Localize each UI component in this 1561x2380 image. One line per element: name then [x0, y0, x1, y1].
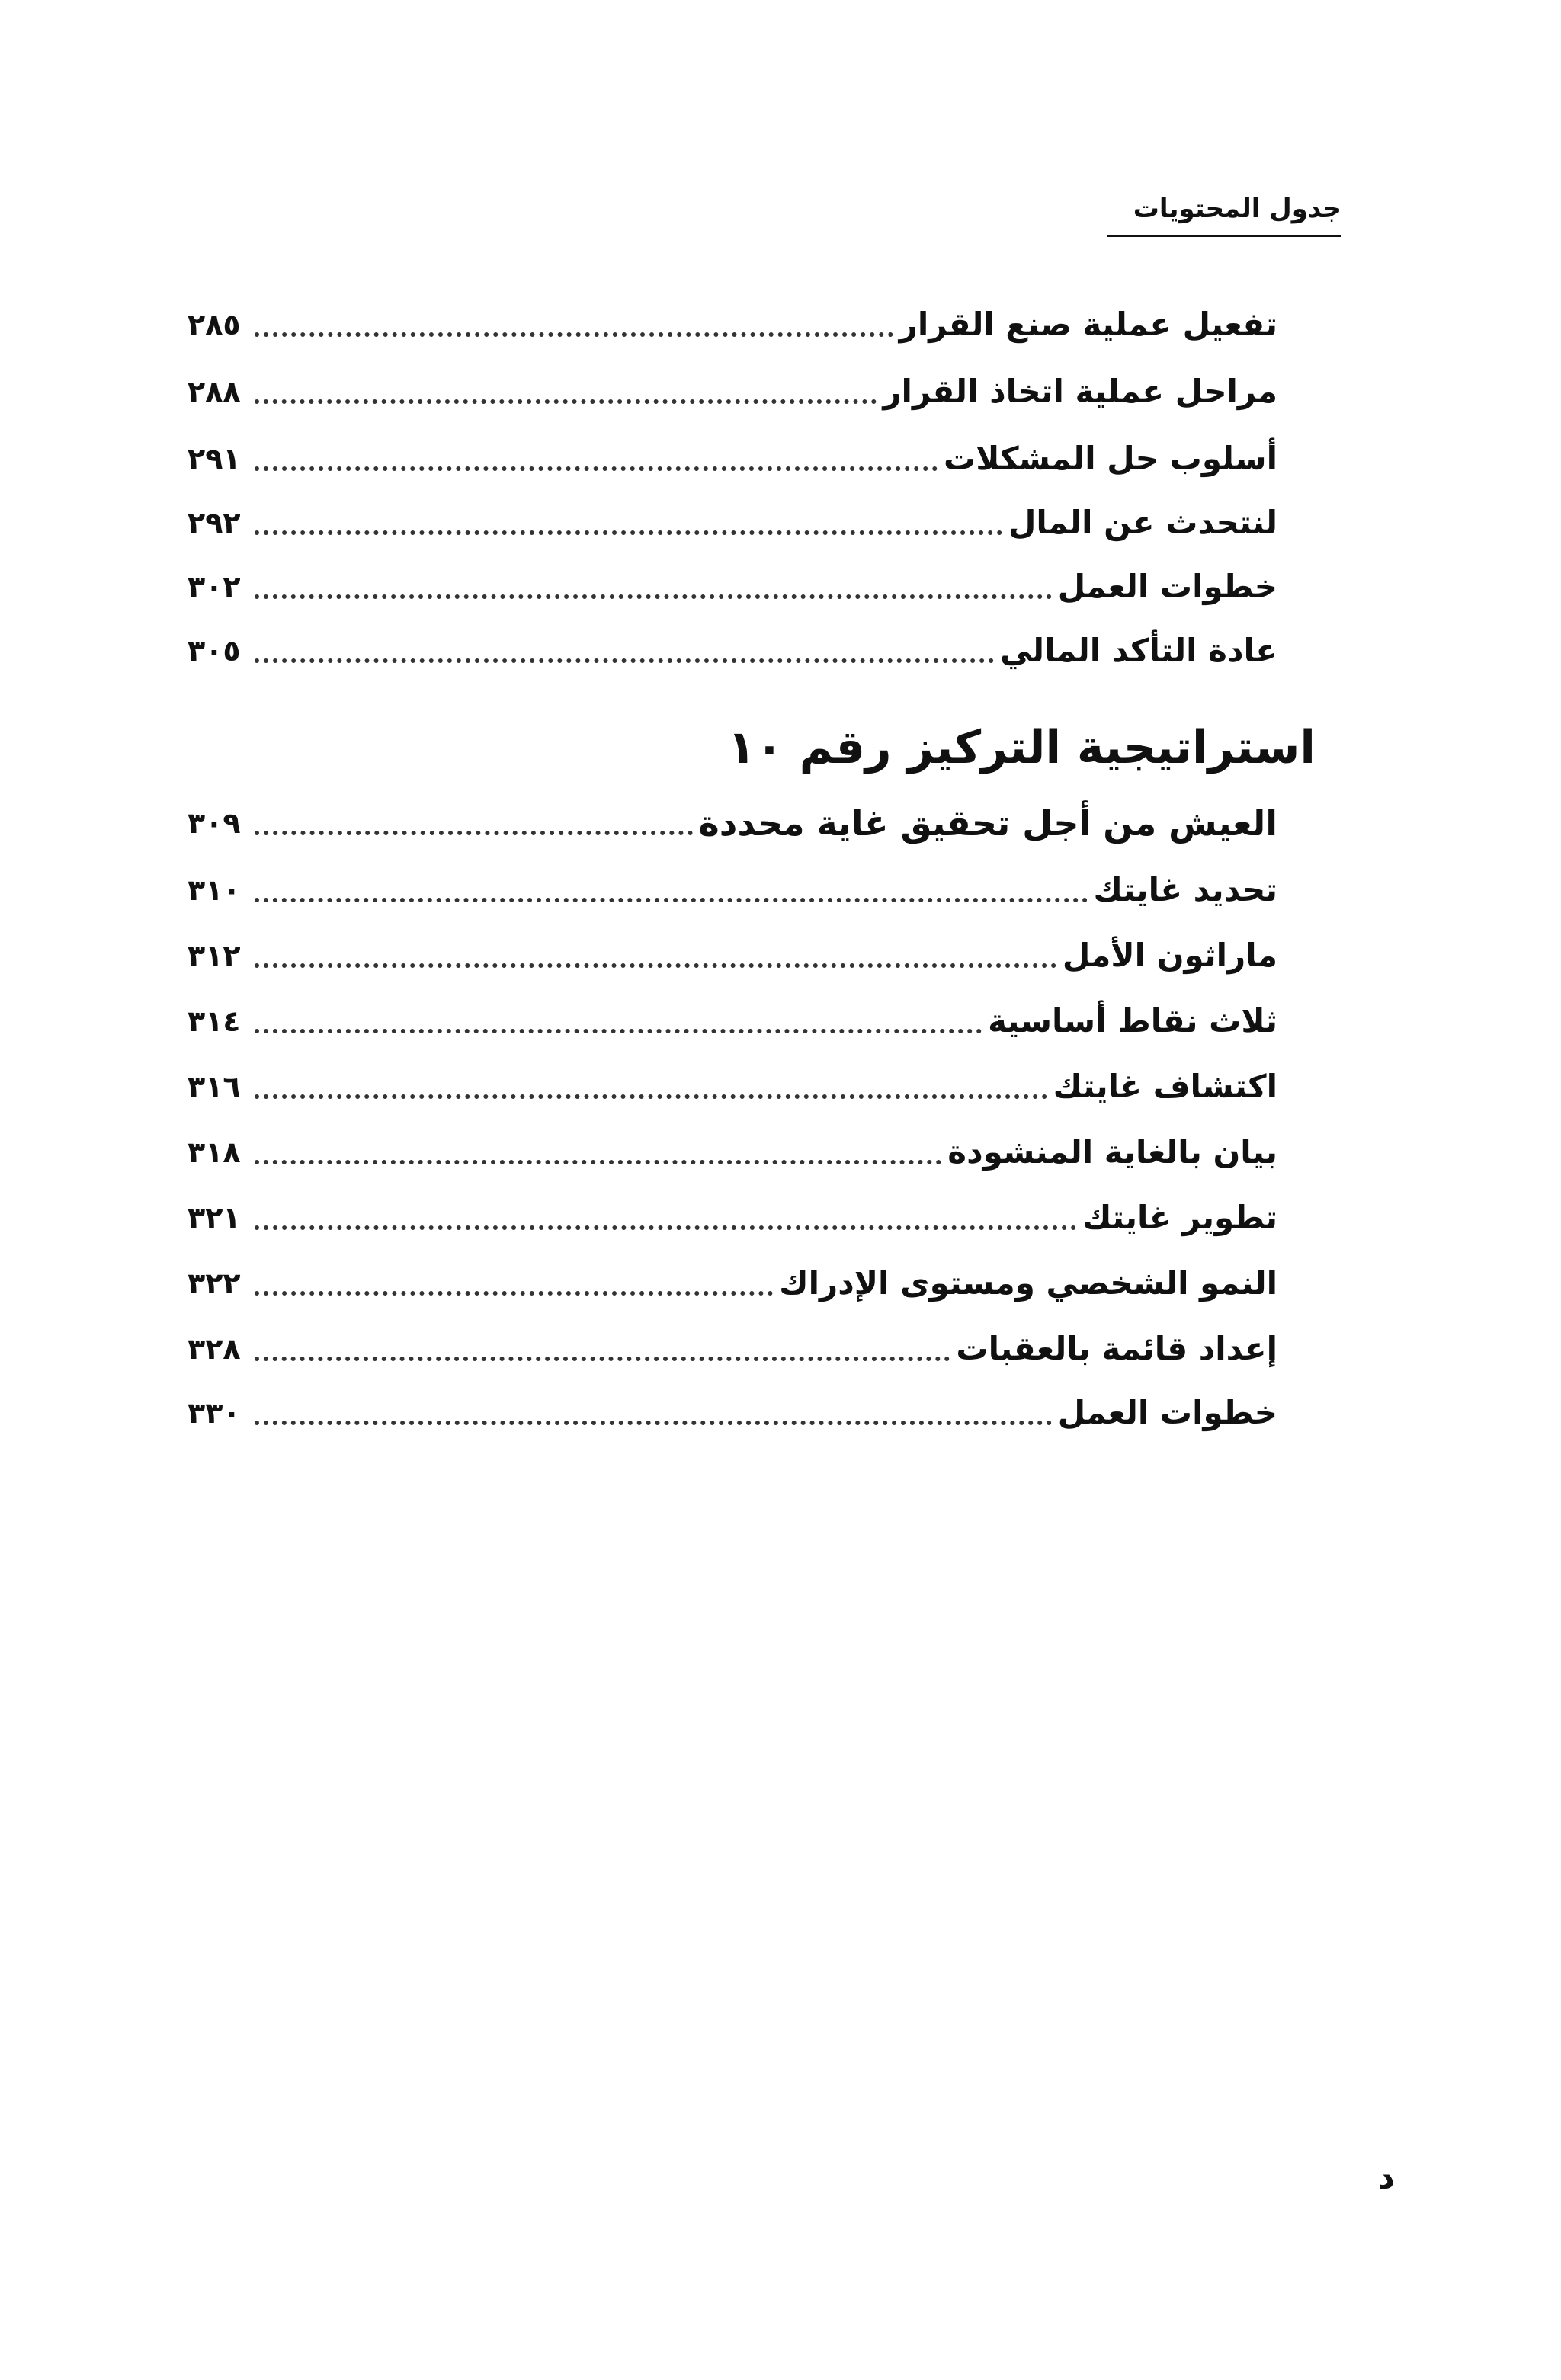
toc-entry: [188, 1192, 1277, 1241]
toc-entry-page: ٣٠٥: [188, 634, 241, 668]
toc-entry: [188, 299, 1277, 348]
toc-entry-page: ٢٩١: [188, 442, 241, 476]
dot-leader: [255, 530, 1002, 535]
toc-entry: [188, 1323, 1277, 1372]
toc-entry-page: ٢٨٨: [188, 375, 241, 408]
dot-leader: [255, 399, 877, 404]
toc-entry: [188, 995, 1277, 1044]
dot-leader: [255, 658, 994, 663]
toc-entry: [188, 366, 1277, 415]
toc-entry-title: اكتشاف غايتك: [1053, 1068, 1277, 1105]
dot-leader: [255, 831, 693, 835]
toc-entry-page: ٣٢٨: [188, 1332, 241, 1366]
dot-leader: [255, 594, 1052, 599]
running-header: جدول المحتويات: [1107, 189, 1341, 237]
toc-entry-title: إعداد قائمة بالعقبات: [956, 1330, 1277, 1367]
dot-leader: [255, 898, 1088, 902]
dot-leader: [255, 963, 1056, 968]
page-folio: د: [1377, 2158, 1395, 2197]
toc-entry-lead: [188, 797, 1277, 846]
dot-leader: [255, 1029, 982, 1033]
dot-leader: [255, 1421, 1052, 1425]
dot-leader: [255, 1357, 950, 1361]
toc-entry-page: ٣١٦: [188, 1070, 241, 1104]
dot-leader: [255, 1291, 773, 1296]
toc-entry-title: خطوات العمل: [1057, 568, 1277, 605]
toc-entry-page: ٣٢١: [188, 1201, 241, 1235]
dot-leader: [255, 1160, 941, 1164]
toc-entry: [188, 625, 1277, 674]
toc-entry-page: ٣٢٢: [188, 1267, 241, 1300]
toc-entry-title: خطوات العمل: [1057, 1394, 1277, 1431]
toc-entry-page: ٣٠٩: [188, 806, 241, 840]
toc-entry-title: أسلوب حل المشكلات: [944, 440, 1277, 477]
toc-entry: [188, 1387, 1277, 1436]
dot-leader: [255, 1225, 1076, 1230]
toc-entry-title: تفعيل عملية صنع القرار: [899, 306, 1277, 343]
toc-entry-page: ٣١٤: [188, 1004, 241, 1038]
toc-entry: [188, 930, 1277, 979]
toc-entry-title: تحديد غايتك: [1093, 871, 1277, 908]
toc-entry-page: ٣٠٢: [188, 570, 241, 604]
toc-entry: [188, 1061, 1277, 1110]
toc-entry-title: ماراثون الأمل: [1062, 937, 1277, 974]
toc-entry: [188, 1126, 1277, 1175]
toc-entry-title: تطوير غايتك: [1082, 1199, 1277, 1236]
dot-leader: [255, 1094, 1047, 1099]
toc-entry-page: ٣١٠: [188, 873, 241, 907]
toc-entry: [188, 433, 1277, 482]
toc-entry: [188, 1257, 1277, 1306]
dot-leader: [255, 466, 938, 471]
toc-entry: [188, 561, 1277, 610]
toc-entry-title: العيش من أجل تحقيق غاية محددة: [698, 802, 1277, 844]
chapter-heading: استراتيجية التركيز رقم ١٠: [727, 721, 1316, 774]
toc-entry: [188, 497, 1277, 546]
dot-leader: [255, 332, 893, 337]
toc-entry-page: ٢٩٢: [188, 506, 241, 540]
toc-entry-page: ٢٨٥: [188, 308, 241, 341]
toc-entry-title: بيان بالغاية المنشودة: [947, 1133, 1277, 1171]
toc-entry-page: ٣١٢: [188, 939, 241, 972]
toc-entry: [188, 864, 1277, 913]
toc-entry-title: مراحل عملية اتخاذ القرار: [883, 373, 1277, 410]
toc-entry-title: النمو الشخصي ومستوى الإدراك: [779, 1264, 1277, 1302]
toc-entry-title: لنتحدث عن المال: [1008, 504, 1277, 541]
toc-entry-page: ٣٣٠: [188, 1396, 241, 1430]
toc-entry-page: ٣١٨: [188, 1136, 241, 1169]
toc-entry-title: عادة التأكد المالي: [999, 632, 1277, 669]
toc-entry-title: ثلاث نقاط أساسية: [988, 1002, 1277, 1039]
